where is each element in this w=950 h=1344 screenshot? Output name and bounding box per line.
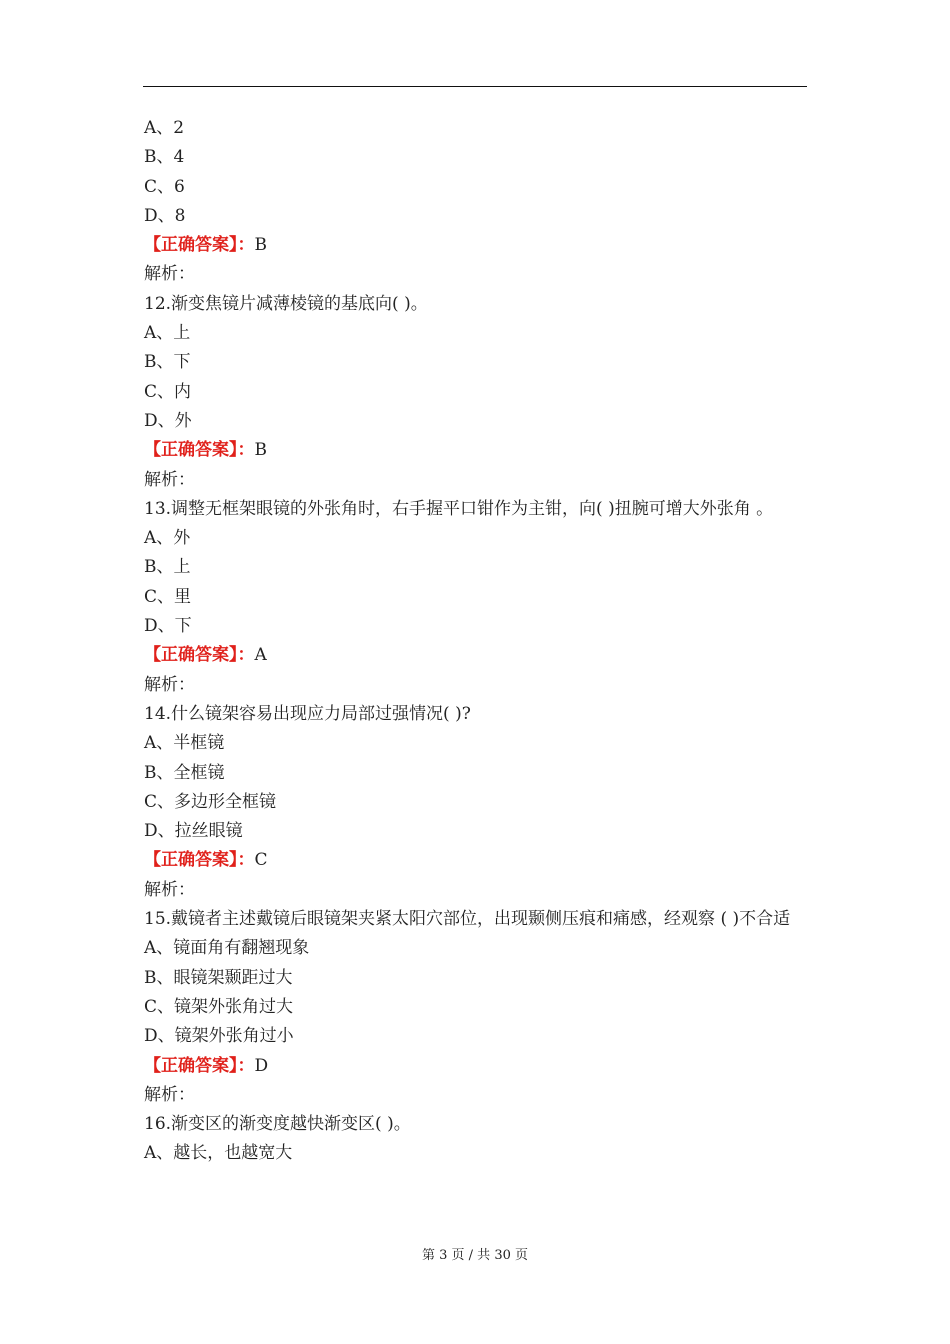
option-a: A、越长，也越宽大	[144, 1143, 293, 1164]
analysis-label: 解析：	[144, 469, 195, 490]
question-12-block	[144, 290, 808, 495]
option-d: D、8	[144, 205, 186, 226]
analysis-label: 解析：	[144, 264, 195, 285]
question-11-block	[144, 114, 808, 290]
correct-answer: 【正确答案】：B	[144, 440, 267, 461]
question-stem: 14.什么镜架容易出现应力局部过强情况( )?	[144, 703, 471, 724]
document-body	[144, 114, 808, 1169]
option-d: D、镜架外张角过小	[144, 1026, 294, 1047]
option-a: A、上	[144, 323, 191, 344]
question-14-block	[144, 700, 808, 905]
option-c: C、镜架外张角过大	[144, 996, 294, 1017]
option-c: C、6	[144, 176, 185, 197]
option-b: B、下	[144, 352, 191, 373]
page-footer: 第 3 页 / 共 30 页	[422, 1248, 528, 1263]
question-stem: 12.渐变焦镜片减薄棱镜的基底向( )。	[144, 293, 428, 314]
question-stem: 13.调整无框架眼镜的外张角时，右手握平口钳作为主钳，向( )扭腕可增大外张角 。	[144, 498, 774, 519]
option-c: C、多边形全框镜	[144, 791, 277, 812]
option-a: A、2	[144, 118, 185, 138]
question-stem: 16.渐变区的渐变度越快渐变区( )。	[144, 1114, 411, 1135]
option-d: D、外	[144, 410, 192, 431]
option-b: B、眼镜架颞距过大	[144, 967, 293, 988]
correct-answer: 【正确答案】：A	[144, 645, 267, 666]
option-b: B、4	[144, 147, 185, 168]
header-rule	[143, 86, 807, 87]
question-15-block	[144, 905, 808, 1110]
question-16-block	[144, 1110, 808, 1169]
correct-answer: 【正确答案】：B	[144, 235, 267, 256]
option-d: D、下	[144, 616, 192, 637]
correct-answer: 【正确答案】：D	[144, 1055, 269, 1076]
option-b: B、上	[144, 557, 191, 578]
option-c: C、里	[144, 586, 192, 607]
question-stem: 15.戴镜者主述戴镜后眼镜架夹紧太阳穴部位，出现颞侧压痕和痛感，经观察 ( )不合适	[144, 909, 791, 930]
analysis-label: 解析：	[144, 674, 195, 695]
analysis-label: 解析：	[144, 879, 195, 900]
option-a: A、镜面角有翻翘现象	[144, 938, 310, 959]
question-13-block	[144, 495, 808, 700]
option-a: A、外	[144, 528, 191, 549]
option-a: A、半框镜	[144, 733, 225, 754]
analysis-label: 解析：	[144, 1084, 195, 1105]
option-b: B、全框镜	[144, 762, 225, 783]
correct-answer: 【正确答案】：C	[144, 850, 268, 871]
option-c: C、内	[144, 381, 192, 402]
option-d: D、拉丝眼镜	[144, 821, 243, 842]
